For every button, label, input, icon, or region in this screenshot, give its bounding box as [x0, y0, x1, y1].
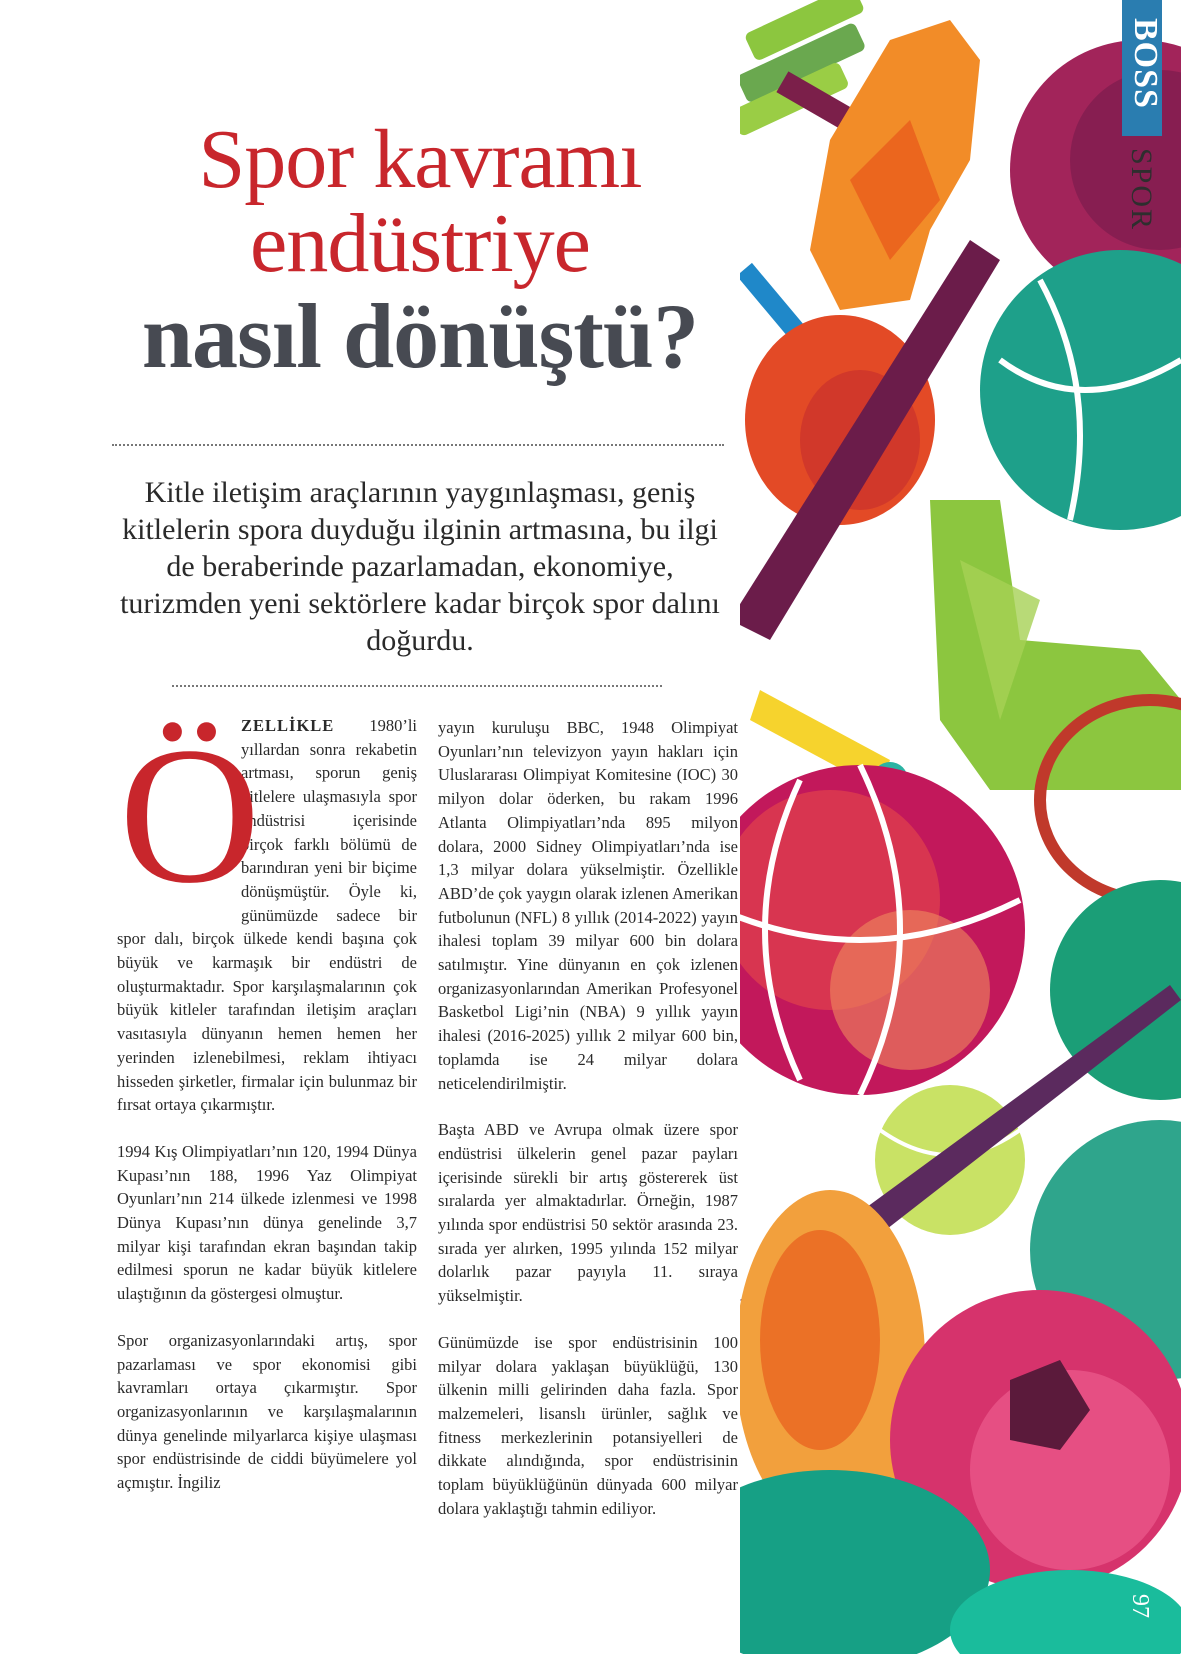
- sports-illustration: [740, 0, 1181, 1654]
- title-line-2: endüstriye: [250, 197, 590, 290]
- section-label: SPOR: [1125, 148, 1158, 232]
- dropcap-box: [117, 707, 261, 924]
- magazine-tab-label: BOSS: [1127, 18, 1164, 109]
- title-line-1: Spor kavramı: [198, 113, 642, 206]
- paragraph-1-text: 1980’li yıllardan sonra rekabetin artması, sporun geniş kitlelere ulaşmasıyla spor endüstrisi içerisinde birçok farklı bölümü de barındıran yeni bir biçime dönüşmüştür. Öyle ki, günümüzde sadece bir spor dalı, birçok ülkede kendi başına çok büyük ve karmaşık bir endüstri de oluşturmaktadır. Spor karşılaşmalarının çok büyük kitleler tarafından iletişim araçları vasıtasıyla dünyanın hemen hemen her yerinden izlenebilmesi, reklam ihtiyacı hisseden şirketler, firmalar için bulunmaz bir fırsat ortaya çıkarmıştır.: [117, 716, 417, 1115]
- paragraph-6: Günümüzde ise spor endüstrisinin 100 milyar dolara yaklaşan büyüklüğü, 130 ülkenin milli gelirinden daha fazla. Spor malzemeleri, lisanslı ürünler, sağlık ve fitness merkezlerinin potansiyelleri de dikkate alındığında, spor endüstrisinin toplam büyüklüğünün dünyada 600 milyar dolara yaklaştığı tahmin ediliyor.: [438, 1332, 738, 1518]
- dropcap: Ö: [119, 707, 261, 924]
- page-number: 97: [1127, 1594, 1153, 1618]
- divider-top: [112, 444, 724, 446]
- paragraph-2: 1994 Kış Olimpiyatları’nın 120, 1994 Dünya Kupası’nın 188, 1996 Yaz Olimpiyat Oyunları’nın 214 ülkede izlenmesi ve 1998 Dünya Kupası’nın dünya genelinde 3,7 milyar kişi tarafından ekran başından takip edilmesi sporun ne kadar büyük kitlelere ulaştığının da göstergesi olmuştur.: [117, 1141, 417, 1304]
- body-column-right: [438, 716, 738, 1544]
- title-line-3: nasıl dönüştü?: [141, 285, 699, 387]
- paragraph-3: Spor organizasyonlarındaki artış, spor pazarlaması ve spor ekonomisi gibi kavramları ortaya çıkarmıştır. Spor organizasyonlarının ve karşılaşmalarının dünya genelinde milyarlarca kişiye ulaşması spor endüstrisinde de ciddi büyümelere yol açmıştır. İngiliz: [117, 1330, 417, 1493]
- paragraph-4: yayın kuruluşu BBC, 1948 Olimpiyat Oyunları’nın televizyon yayın hakları için Uluslararası Olimpiyat Komitesine (IOC) 30 milyon dolar öderken, bu rakam 1996 Atlanta Olimpiyatları’nda 895 milyon dolara, 2000 Sidney Olimpiyatları’nda ise 1,3 milyar dolara yükselmiştir. Özellikle ABD’de çok yaygın olarak izlenen Amerikan futbolunun (NFL) 8 yıllık (2014-2022) yayın ihalesi toplam 39 milyar 600 bin dolara satılmıştır. Yine dünyanın en çok izlenen organizasyonlarından Amerikan Profesyonel Basketbol Ligi’nin (NBA) 9 yıllık yayın ihalesi (2016-2025) yıllık 2 milyar 600 bin, toplamda ise 24 milyar dolara neticelendirilmiştir.: [438, 718, 738, 1093]
- paragraph-5: Başta ABD ve Avrupa olmak üzere spor endüstrisi ülkelerin genel pazar payları içerisinde sürekli bir artış göstererek üst sıralarda yer almaktadırlar. Örneğin, 1987 yılında spor endüstrisi 50 sektör arasında 23. sırada yer alırken, 1995 yılında 152 milyar dolarlık pazar payıyla 11. sıraya yükselmiştir.: [438, 1120, 738, 1306]
- article-title: [110, 113, 730, 387]
- lead-paragraph: Kitle iletişim araçlarının yaygınlaşması, geniş kitlelerin spora duyduğu ilginin artmasına, bu ilgi de beraberinde pazarlamadan, ekonomiye, turizmden yeni sektörlere kadar birçok spor dalını doğurdu.: [120, 476, 720, 657]
- body-column-left: [117, 707, 417, 1518]
- lead-word: ZELLİKLE: [241, 716, 335, 735]
- divider-bottom: [172, 685, 662, 687]
